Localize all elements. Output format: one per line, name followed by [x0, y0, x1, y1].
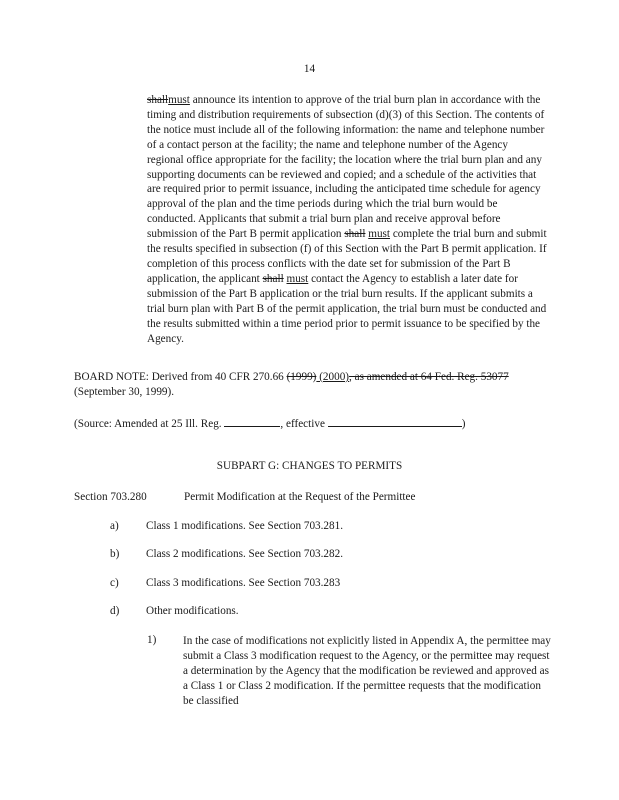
item-letter: a) [110, 520, 119, 532]
inserted-text: (2000) [316, 371, 350, 383]
struck-text: shall [344, 228, 366, 241]
board-note [74, 370, 554, 400]
blank-underline [224, 416, 280, 427]
section-number: Section 703.280 [74, 491, 147, 503]
blank-underline [328, 416, 462, 427]
body-paragraph [147, 93, 547, 346]
item-text: Class 1 modifications. See Section 703.281. [146, 520, 344, 532]
inserted-text: must [286, 272, 309, 285]
struck-text: shall [147, 94, 169, 106]
paragraph-text: complete the trial burn and submit the results specified in subsection (f) of this Section with the Part B permit application. If completion of this process conflicts with the date set for submission of the Part B application, the applicant [147, 228, 547, 285]
item-text: Class 3 modifications. See Section 703.283 [146, 577, 341, 589]
item-text: Class 2 modifications. See Section 703.282. [146, 548, 344, 560]
struck-text: (1999) [286, 371, 317, 383]
item-letter: d) [110, 605, 120, 617]
subpart-heading: SUBPART G: CHANGES TO PERMITS [216, 460, 403, 472]
source-suffix: ) [461, 418, 466, 430]
subitem-number: 1) [147, 634, 157, 646]
source-line [74, 416, 554, 430]
item-letter: b) [110, 548, 120, 560]
subitem-text: In the case of modifications not explicitly listed in Appendix A, the permittee may submit a Class 3 modification request to the Agency, or the permittee may request a determination by the Agency that the modification be reviewed and approved as a Class 1 or Class 2 modification. If the permittee requests that the modification be classified [183, 635, 551, 707]
board-note-prefix: BOARD NOTE: Derived from 40 CFR 270.66 [74, 371, 287, 383]
inserted-text: must [168, 94, 190, 106]
inserted-text: must [368, 228, 391, 241]
struck-text: shall [262, 272, 284, 285]
source-middle: , effective [280, 418, 328, 430]
paragraph-text: contact the Agency to establish a later date for submission of the Part B application or the trial burn results. If the applicant submits a trial burn plan with Part B of the permit application, the trial burn must be conducted and the results submitted within a time period prior to permit issuance to be specified by the Agency. [147, 272, 547, 345]
page-number: 14 [303, 63, 316, 75]
item-letter: c) [110, 577, 119, 589]
board-note-suffix: (September 30, 1999). [74, 385, 175, 398]
item-text: Other modifications. [146, 605, 239, 617]
section-title: Permit Modification at the Request of the Permittee [184, 491, 416, 503]
source-prefix: (Source: Amended at 25 Ill. Reg. [74, 418, 225, 430]
struck-text: , as amended at 64 Fed. Reg. 53077 [349, 371, 509, 383]
paragraph-text: announce its intention to approve of the trial burn plan in accordance with the timing and distribution requirements of subsection (d)(3) of this Section. The contents of the notice must include all of the following information: the name and telephone number of a contact person at the facility; the name and telephone number of the Agency regional office appropriate for the facility; the location where the trial burn plan and any supporting documents can be reviewed and copied; and a schedule of the activities that are required prior to permit issuance, including the anticipated time schedule for agency approval of the plan and the time periods during which the trial burn would be conducted. Applicants that submit a trial burn plan and receive approval before submission of the Part B permit application [147, 94, 545, 241]
